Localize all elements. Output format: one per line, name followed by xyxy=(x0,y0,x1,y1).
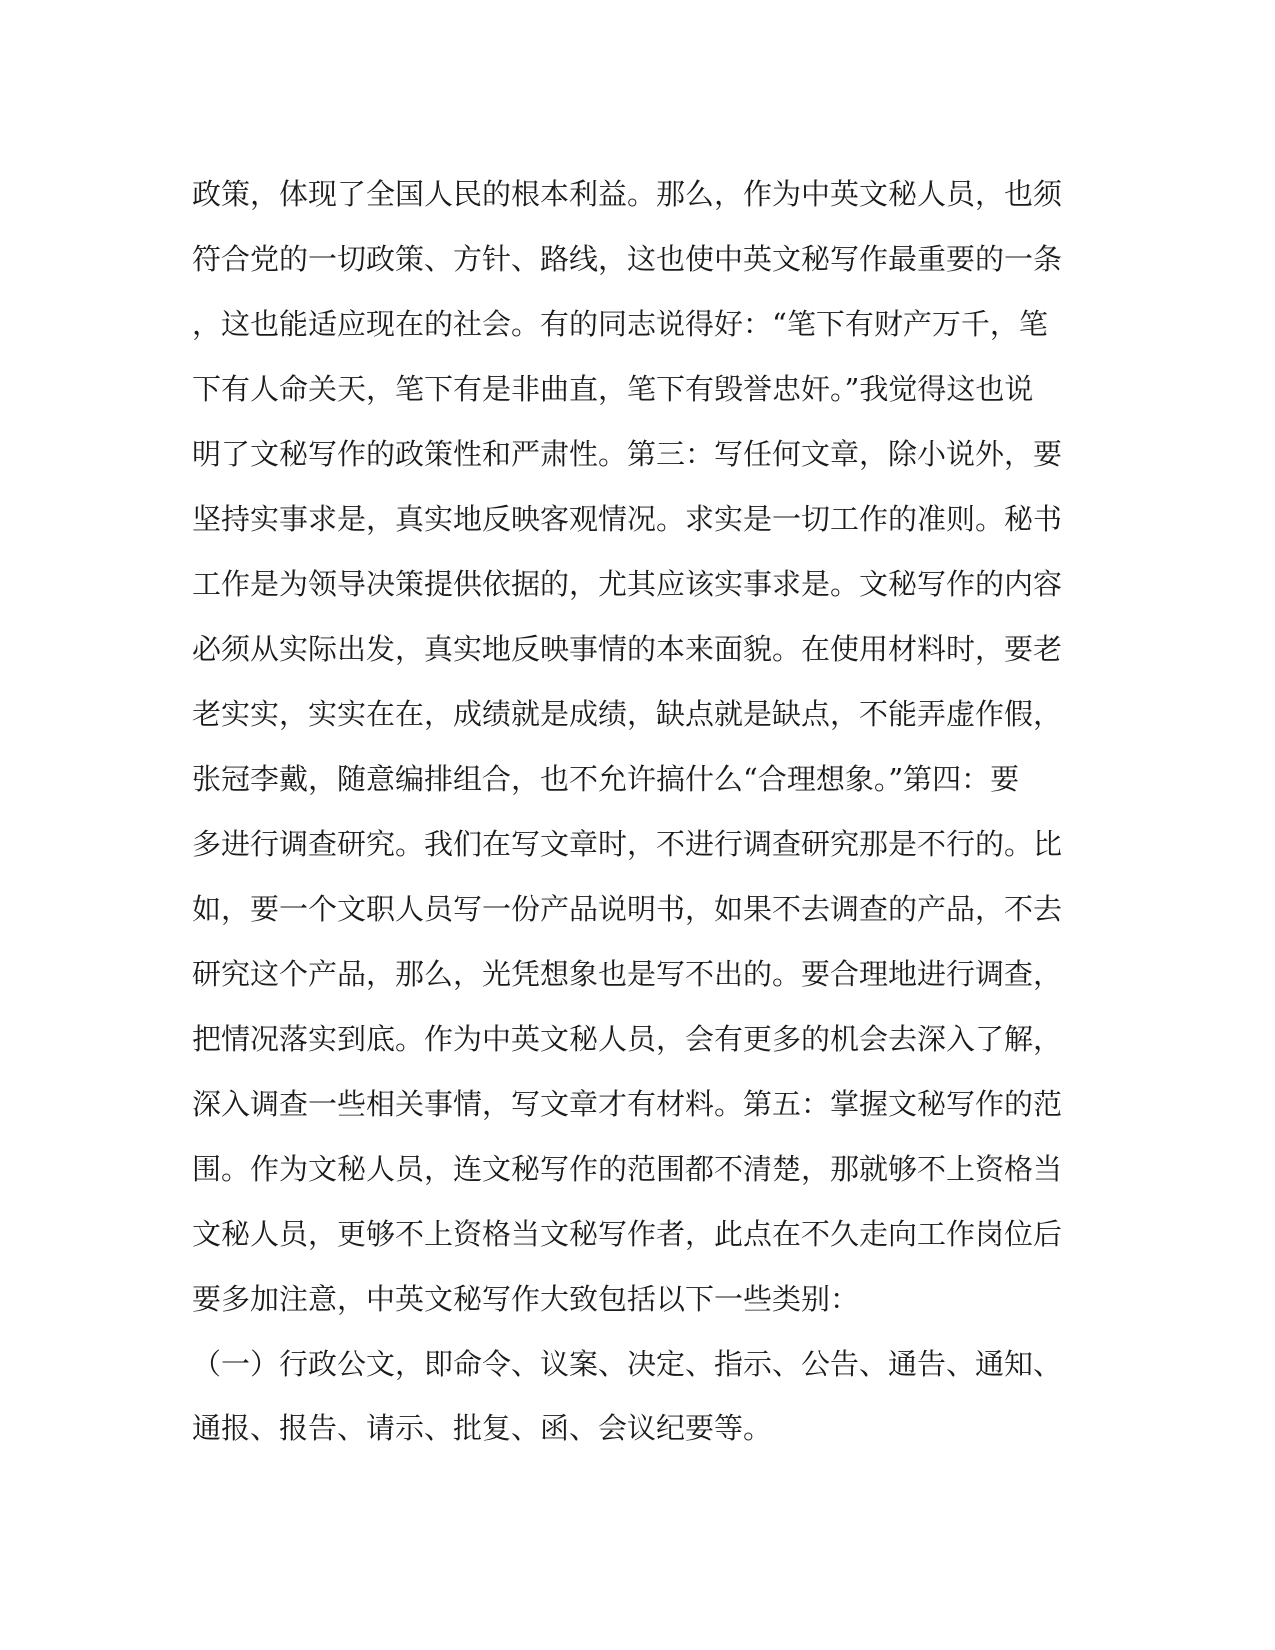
text-line-2: 符合党的一切政策、方针、路线，这也使中英文秘写作最重要的一条 xyxy=(192,242,1063,276)
text-line-18: 要多加注意，中英文秘写作大致包括以下一些类别： xyxy=(192,1282,860,1316)
text-line-16: 围。作为文秘人员，连文秘写作的范围都不清楚，那就够不上资格当 xyxy=(192,1152,1063,1186)
text-line-13: 研究这个产品，那么，光凭想象也是写不出的。要合理地进行调查， xyxy=(192,957,1063,991)
text-line-8: 必须从实际出发，真实地反映事情的本来面貌。在使用材料时，要老 xyxy=(192,632,1063,666)
text-line-9: 老实实，实实在在，成绩就是成绩，缺点就是缺点，不能弄虚作假， xyxy=(192,697,1063,731)
text-line-14: 把情况落实到底。作为中英文秘人员，会有更多的机会去深入了解， xyxy=(192,1022,1063,1056)
list-item-line-1: （一）行政公文，即命令、议案、决定、指示、公告、通告、通知、 xyxy=(192,1347,1063,1381)
text-line-10: 张冠李戴，随意编排组合，也不允许搞什么“合理想象。”第四：要 xyxy=(192,762,1020,796)
list-item-line-2: 通报、报告、请示、批复、函、会议纪要等。 xyxy=(192,1411,773,1445)
text-line-1: 政策，体现了全国人民的根本利益。那么，作为中英文秘人员，也须 xyxy=(192,177,1063,211)
text-line-6: 坚持实事求是，真实地反映客观情况。求实是一切工作的准则。秘书 xyxy=(192,502,1063,536)
text-line-11: 多进行调查研究。我们在写文章时，不进行调查研究那是不行的。比 xyxy=(192,827,1063,861)
text-line-17: 文秘人员，更够不上资格当文秘写作者，此点在不久走向工作岗位后 xyxy=(192,1217,1063,1251)
text-line-7: 工作是为领导决策提供依据的，尤其应该实事求是。文秘写作的内容 xyxy=(192,567,1063,601)
text-line-5: 明了文秘写作的政策性和严肃性。第三：写任何文章，除小说外，要 xyxy=(192,437,1063,471)
text-line-4: 下有人命关天，笔下有是非曲直，笔下有毁誉忠奸。”我觉得这也说 xyxy=(192,372,1034,406)
text-line-3: ，这也能适应现在的社会。有的同志说得好：“笔下有财产万千，笔 xyxy=(192,307,1048,341)
body-text xyxy=(192,162,1092,1459)
text-line-15: 深入调查一些相关事情，写文章才有材料。第五：掌握文秘写作的范 xyxy=(192,1087,1063,1121)
text-line-12: 如，要一个文职人员写一份产品说明书，如果不去调查的产品，不去 xyxy=(192,892,1063,926)
